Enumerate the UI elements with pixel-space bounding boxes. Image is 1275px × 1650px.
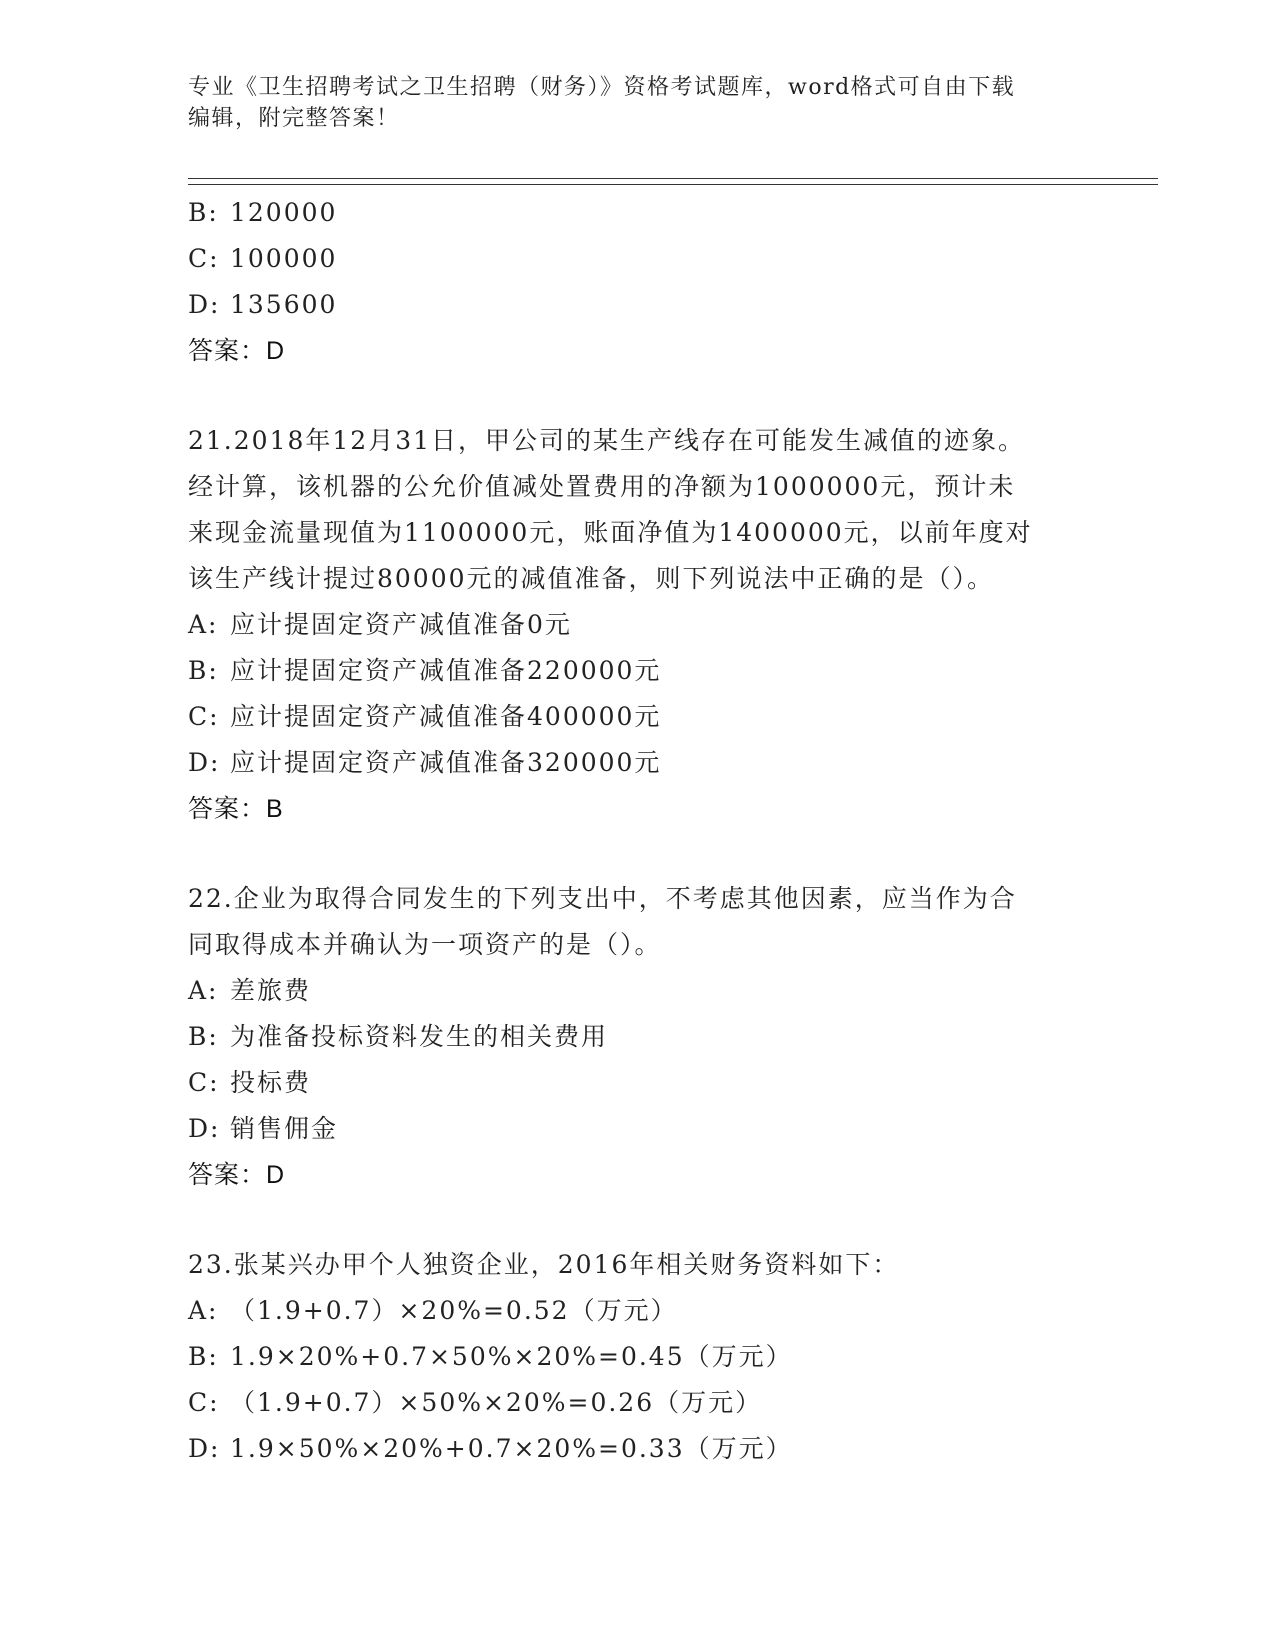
option-letter: C: [188, 702, 220, 731]
option-text: （1.9+0.7）×20%=0.52（万元） [230, 1296, 678, 1325]
spacer [188, 832, 1088, 876]
option-text: 应计提固定资产减值准备400000元 [230, 702, 662, 731]
question-21 [188, 418, 1088, 832]
option-text: 差旅费 [230, 976, 312, 1005]
answer: 答案：B [188, 795, 284, 823]
option-letter: B: [188, 1022, 219, 1051]
option-letter: B: [188, 198, 219, 227]
option-letter: D: [188, 748, 221, 777]
option-c [188, 1380, 1088, 1426]
option-d [188, 740, 1088, 786]
question-23 [188, 1242, 1088, 1472]
question-content [188, 190, 1088, 1472]
page-header [188, 72, 1068, 134]
option-d [188, 1106, 1088, 1152]
option-letter: B: [188, 656, 219, 685]
spacer [188, 374, 1088, 418]
option-letter: A: [188, 610, 219, 639]
option-a [188, 968, 1088, 1014]
option-letter: A: [188, 976, 219, 1005]
option-text: （1.9+0.7）×50%×20%=0.26（万元） [230, 1388, 763, 1417]
option-text: 销售佣金 [230, 1114, 339, 1143]
option-text: 应计提固定资产减值准备220000元 [230, 656, 662, 685]
spacer [188, 1198, 1088, 1242]
option-c [188, 236, 1088, 282]
option-letter: C: [188, 1068, 220, 1097]
question-stem-line: 23.张某兴办甲个人独资企业，2016年相关财务资料如下： [188, 1250, 900, 1279]
option-b [188, 648, 1088, 694]
option-b [188, 1334, 1088, 1380]
answer: 答案：D [188, 1161, 286, 1189]
question-stem-line: 该生产线计提过80000元的减值准备，则下列说法中正确的是（）。 [188, 564, 995, 593]
option-text: 为准备投标资料发生的相关费用 [230, 1022, 609, 1051]
option-text: 1.9×20%+0.7×50%×20%=0.45（万元） [230, 1342, 793, 1371]
option-b [188, 1014, 1088, 1060]
option-text: 应计提固定资产减值准备320000元 [230, 748, 662, 777]
answer: 答案：D [188, 337, 286, 365]
option-a [188, 1288, 1088, 1334]
question-stem-line: 22.企业为取得合同发生的下列支出中，不考虑其他因素，应当作为合 [188, 884, 1017, 913]
option-text: 120000 [230, 198, 338, 227]
option-letter: A: [188, 1296, 219, 1325]
question-stem-line: 经计算，该机器的公允价值减处置费用的净额为1000000元，预计未 [188, 472, 1016, 501]
option-text: 100000 [230, 244, 338, 273]
option-letter: D: [188, 290, 221, 319]
option-letter: C: [188, 1388, 220, 1417]
option-b [188, 190, 1088, 236]
option-c [188, 1060, 1088, 1106]
question-stem-line: 同取得成本并确认为一项资产的是（）。 [188, 930, 662, 959]
option-letter: D: [188, 1434, 221, 1463]
option-text: 应计提固定资产减值准备0元 [230, 610, 572, 639]
option-letter: D: [188, 1114, 221, 1143]
option-letter: C: [188, 244, 220, 273]
option-text: 投标费 [230, 1068, 312, 1097]
question-stem-line: 21.2018年12月31日，甲公司的某生产线存在可能发生减值的迹象。 [188, 426, 1026, 455]
header-line-2: 编辑，附完整答案！ [188, 106, 400, 131]
option-text: 1.9×50%×20%+0.7×20%=0.33（万元） [230, 1434, 793, 1463]
question-stem-line: 来现金流量现值为1100000元，账面净值为1400000元，以前年度对 [188, 518, 1033, 547]
option-letter: B: [188, 1342, 219, 1371]
option-c [188, 694, 1088, 740]
option-d [188, 282, 1088, 328]
option-text: 135600 [230, 290, 338, 319]
question-20-tail [188, 190, 1088, 374]
question-22 [188, 876, 1088, 1198]
header-line-1: 专业《卫生招聘考试之卫生招聘（财务）》资格考试题库，word格式可自由下载 [188, 75, 1016, 100]
option-d [188, 1426, 1088, 1472]
header-divider [188, 178, 1158, 185]
option-a [188, 602, 1088, 648]
